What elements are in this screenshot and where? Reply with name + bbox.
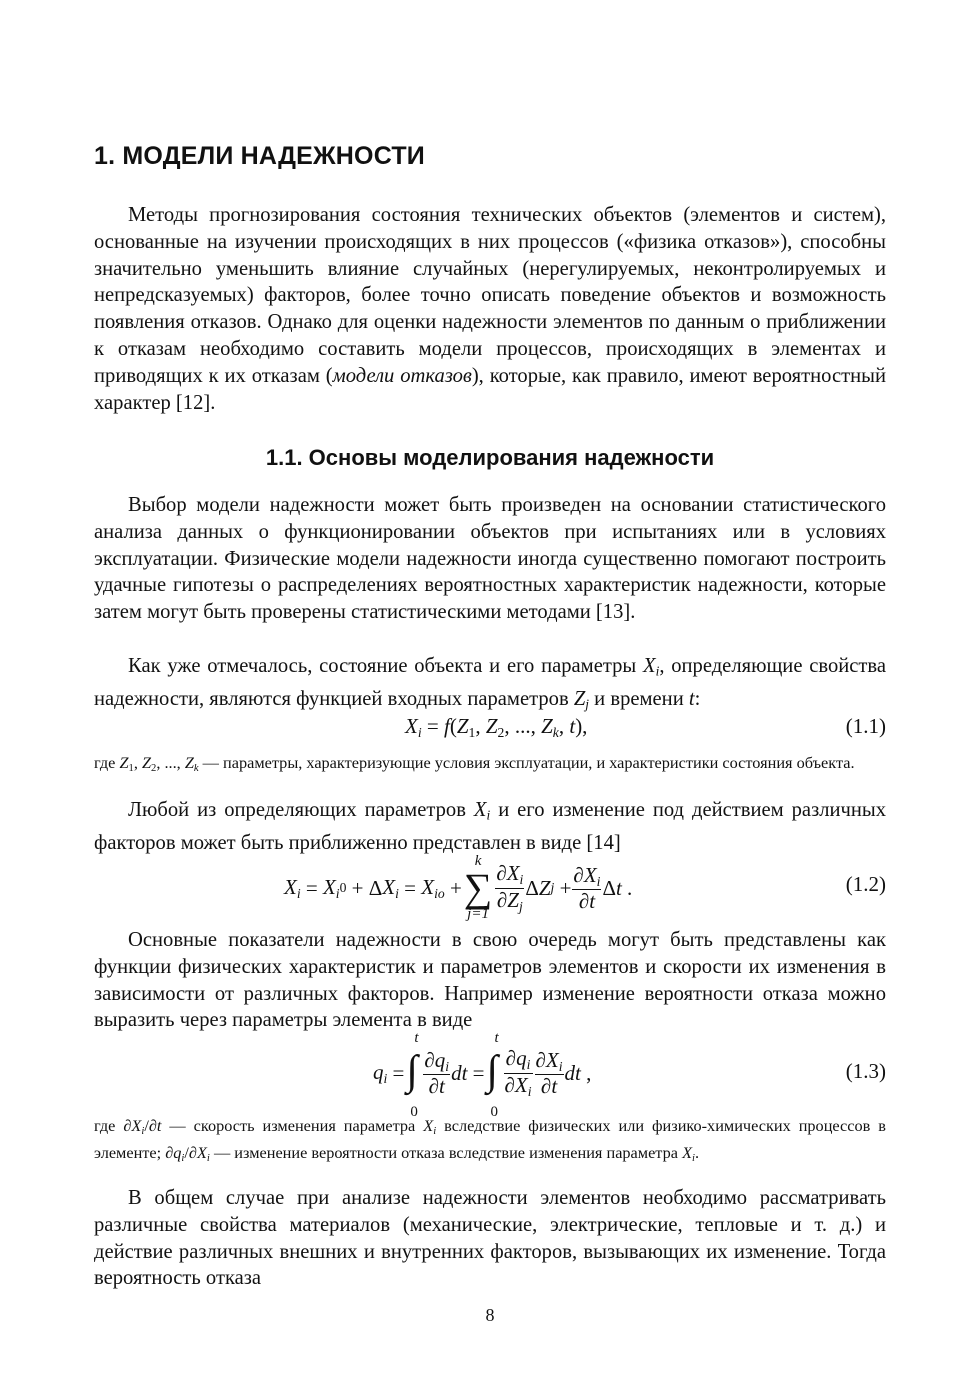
equation-1-1 (94, 714, 886, 744)
paragraph-state-params: Как уже отмечалось, состояние объекта и его параметры $X_i$, определяющие свойства надежности, являются функцией входных параметров $Z_j$ и времени t: (94, 655, 886, 712)
section-heading: 1.1. Основы моделирования надежности (265, 445, 715, 470)
equation-1-2-body: $X_i$ = $X_i$ 0 + Δ $X_i$ = $X_{io}$ + k ∑ j=1 $\frac{\partial X_i}{\partial Z_j}$ Δ Z j + $\frac{\partial X_i}{\partial t}$ Δ t . (284, 853, 633, 922)
equation-number: (1.3) (845, 1059, 886, 1083)
paragraph-parameter-change: Любой из определяющих параметров $X_i$ и его изменение под действием различных факторов может быть приближенно представлен в виде [14] (94, 799, 887, 854)
equation-1-3-body: $q_i$ = ∫ t 0 $\frac{\partial q_i}{\partial t}$ dt = ∫ t 0 $\frac{\partial q_i}{\partial X_i}$ $\frac{\partial X_i}{\partial t}$ dt , (373, 1030, 592, 1120)
intro-paragraph (94, 202, 886, 416)
note-parameters: где $Z_1$, $Z_2$, ..., $Z_k$ — параметры, характеризующие условия эксплуатации, и характеристики состояния объекта. (94, 753, 855, 774)
equation-1-2 (94, 850, 886, 926)
paragraph-general-case: В общем случае при анализе надежности элементов необходимо рассматривать различные свойства материалов (механические, электрические, тепловые и т. д.) и действие различных внешних и внутренних факторов, вызывающих их изменение. Тогда вероятность отказа (94, 1187, 886, 1290)
page-number: 8 (485, 1305, 495, 1325)
chapter-heading: 1. МОДЕЛИ НАДЕЖНОСТИ (94, 142, 425, 170)
intro-emphasis: модели отказов (332, 364, 472, 387)
equation-1-3 (94, 1030, 886, 1120)
paragraph-indicators: Основные показатели надежности в свою очередь могут быть представлены как функции физических характеристик и параметров элементов и скорости их изменения в зависимости от различных факторов. Например изменение вероятности отказа можно выразить через параметры элемента в виде (94, 929, 886, 1032)
equation-number: (1.2) (845, 872, 886, 896)
integral-symbol: ∫ t 0 (406, 1030, 419, 1120)
equation-number: (1.1) (845, 714, 886, 738)
sum-symbol: k ∑ j=1 (463, 853, 493, 922)
equation-1-1-body: $X_i = f(Z_1$, $Z_2$, ..., $Z_k$, t), (405, 714, 588, 740)
integral-symbol: ∫ t 0 (486, 1030, 499, 1120)
intro-text-1: Методы прогнозирования состояния технических объектов (элементов и систем), основанные на изучении происходящих в них процессов («физика отказов»), способны значительно уменьшить влияние случайных (нерегулируемых, неконтролируемых и непредсказуемых) факторов, более точно описать поведение объектов и возможность появления отказов. Однако для оценки надежности элементов по данным о приближении к отказам необходимо составить модели процессов, происходящих в элементах и приводящих к их отказам ( (94, 204, 886, 387)
intro-text-2: ), которые, как правило, имеют вероятностный характер [12]. (94, 364, 886, 414)
note-rates: где $\partial X_i/\partial t$ — скорость изменения параметра $X_i$ вследствие физических или физико-химических процессов в элементе; $\partial q_i/\partial X_i$ — изменение вероятности отказа вследствие изменения параметра $X_i$. (94, 1116, 886, 1165)
paragraph-model-choice: Выбор модели надежности может быть произведен на основании статистического анализа данных о функционировании объектов при испытаниях или в условиях эксплуатации. Физические модели надежности иногда существенно помогают построить удачные гипотезы о распределениях вероятностных характеристик надежности, которые затем могут быть проверены статистическими методами [13]. (94, 494, 886, 624)
